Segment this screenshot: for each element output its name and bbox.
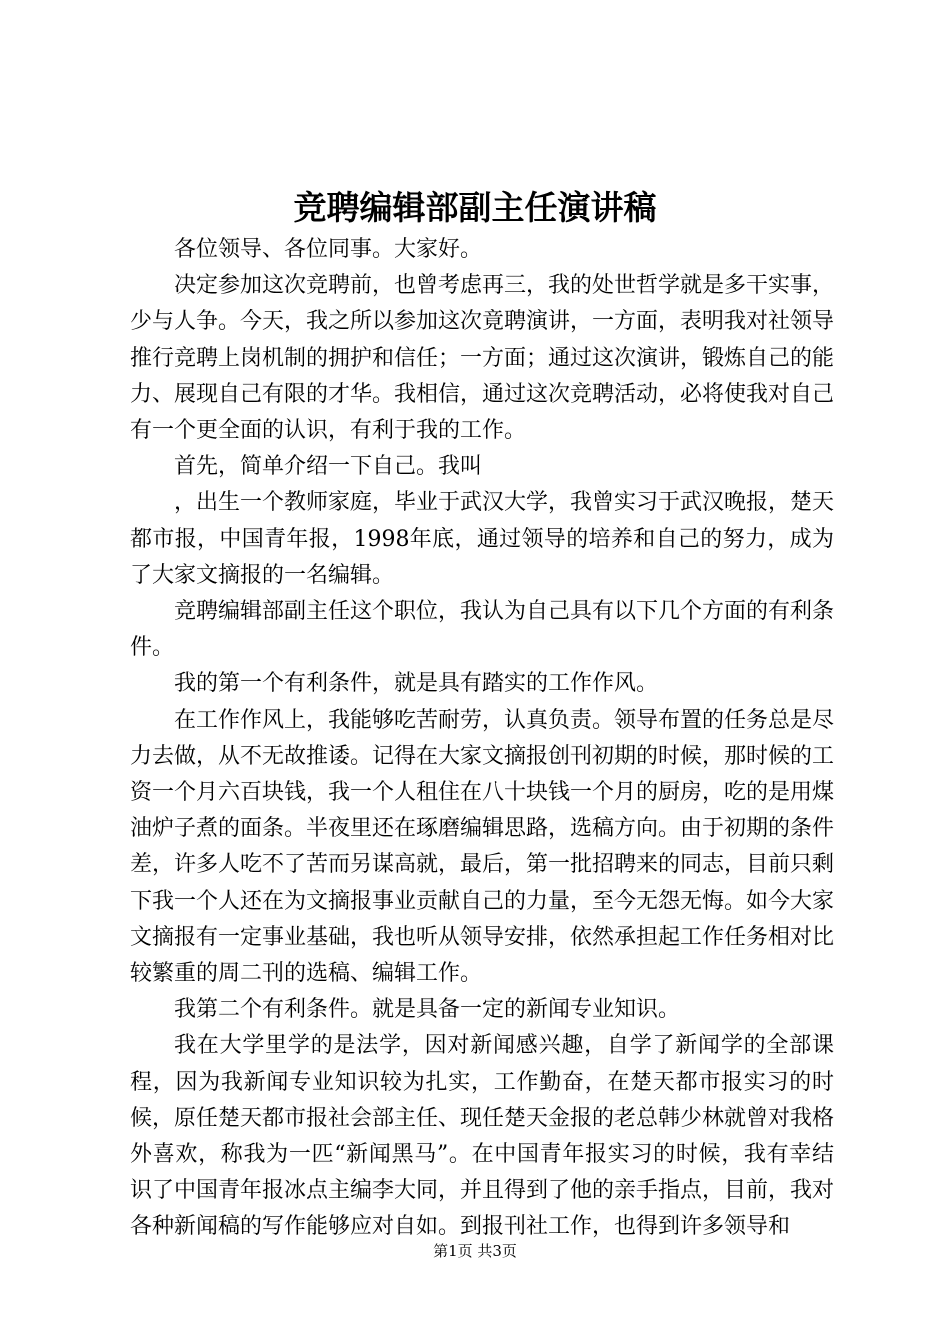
paragraph-first-condition: 我的第一个有利条件，就是具有踏实的工作作风。 (174, 671, 659, 697)
paragraph-background: ，出生一个教师家庭，毕业于武汉大学，我曾实习于武汉晚报，楚天都市报，中国青年报，1998年底，通过领导的培养和自己的努力，成为了大家文摘报的一名编辑。 (130, 490, 835, 588)
paragraph-knowledge: 我在大学里学的是法学，因对新闻感兴趣，自学了新闻学的全部课程，因为我新闻专业知识较为扎实，工作勤奋，在楚天都市报实习的时候，原任楚天都市报社会部主任、现任楚天金报的老总韩少林就曾对我格外喜欢，称我为一匹“新闻黑马”。在中国青年报实习的时候，我有幸结识了中国青年报冰点主编李大同，并且得到了他的亲手指点，目前，我对各种新闻稿的写作能够应对自如。到报刊社工作，也得到许多领导和 (130, 1033, 835, 1240)
page-footer: 第1页 共3页 (433, 1242, 517, 1260)
document-title: 竞聘编辑部副主任演讲稿 (293, 188, 657, 227)
paragraph-greeting: 各位领导、各位同事。大家好。 (174, 237, 483, 262)
paragraph-work-style: 在工作作风上，我能够吃苦耐劳，认真负责。领导布置的任务总是尽力去做，从不无故推诿。记得在大家文摘报创刊初期的时候，那时候的工资一个月六百块钱，我一个人租住在八十块钱一个月的厨房，吃的是用煤油炉子煮的面条。半夜里还在琢磨编辑思路，选稿方向。由于初期的条件差，许多人吃不了苦而另谋高就，最后，第一批招聘来的同志，目前只剩下我一个人还在为文摘报事业贡献自己的力量，至今无怨无悔。如今大家文摘报有一定事业基础，我也听从领导安排，依然承担起工作任务相对比较繁重的周二刊的选稿、编辑工作。 (130, 707, 835, 987)
paragraph-intro: 首先，简单介绍一下自己。我叫 (174, 454, 483, 480)
paragraph-second-condition: 我第二个有利条件。就是具备一定的新闻专业知识。 (174, 997, 681, 1023)
paragraph-motivation: 决定参加这次竞聘前，也曾考虑再三，我的处世哲学就是多干实事，少与人争。今天，我之所以参加这次竟聘演讲，一方面，表明我对社领导推行竞聘上岗机制的拥护和信任；一方面；通过这次演讲，锻炼自己的能力、展现自己有限的才华。我相信，通过这次竞聘活动，必将使我对自己有一个更全面的认识，有利于我的工作。 (130, 273, 835, 444)
document-body (130, 232, 834, 1246)
paragraph-conditions: 竞聘编辑部副主任这个职位，我认为自己具有以下几个方面的有利条件。 (130, 599, 835, 661)
